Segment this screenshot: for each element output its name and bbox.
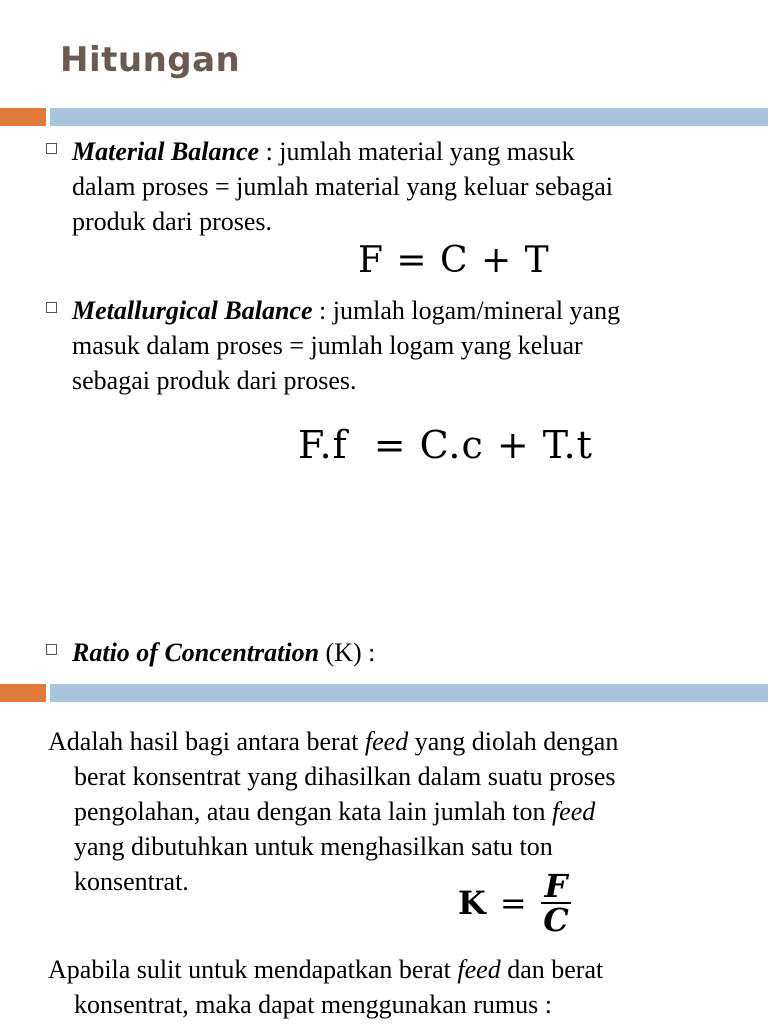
divider-orange-segment: [0, 108, 46, 126]
paragraph-text: pengolahan, atau dengan kata lain jumlah ton: [74, 797, 552, 826]
fraction-numerator: F: [541, 872, 572, 904]
fraction: [541, 867, 572, 939]
feed-term: feed: [551, 797, 596, 826]
divider-blue-segment: [50, 108, 768, 126]
paragraph-text: dan berat: [500, 955, 604, 984]
divider-orange-segment: [0, 684, 46, 702]
page-title: Hitungan: [60, 40, 241, 80]
bullet-term: Metallurgical Balance: [72, 296, 313, 325]
header-divider-bar: [0, 108, 768, 126]
paragraph-text: berat konsentrat yang dihasilkan dalam suatu proses: [74, 762, 616, 791]
bullet-text-line: masuk dalam proses = jumlah logam yang keluar: [72, 331, 583, 360]
paragraph-text: konsentrat, maka dapat menggunakan rumus :: [74, 990, 552, 1019]
formula-metallurgical-balance: F.f = C.c + T.t: [298, 423, 593, 467]
bullet-text-line: (K) :: [319, 638, 376, 667]
bullet-text-line: : jumlah material yang masuk: [259, 137, 575, 166]
bullet-ratio-of-concentration: [46, 635, 726, 670]
formula-equals: =: [499, 884, 527, 922]
bullet-text-line: dalam proses = jumlah material yang keluar sebagai: [72, 172, 613, 201]
feed-term: feed: [457, 955, 501, 984]
bullet-term: Ratio of Concentration: [72, 638, 320, 667]
square-bullet-icon: [46, 302, 57, 313]
divider-blue-segment: [50, 684, 768, 702]
square-bullet-icon: [46, 644, 57, 655]
fraction-denominator: C: [543, 901, 569, 939]
paragraph-text: Adalah hasil bagi antara berat: [48, 727, 365, 756]
paragraph-definition: [48, 724, 748, 899]
bullet-material-balance: [46, 134, 726, 239]
paragraph-text: yang dibutuhkan untuk menghasilkan satu ton: [74, 832, 553, 861]
paragraph-text: Apabila sulit untuk mendapatkan berat: [48, 955, 458, 984]
bullet-metallurgical-balance: [46, 293, 726, 398]
paragraph-text: yang diolah dengan: [408, 727, 619, 756]
paragraph-alternative: [48, 952, 748, 1022]
paragraph-text: konsentrat.: [74, 867, 189, 896]
feed-term: feed: [364, 727, 409, 756]
bullet-text-line: : jumlah logam/mineral yang: [312, 296, 621, 325]
bullet-term: Material Balance: [72, 137, 260, 166]
square-bullet-icon: [46, 143, 57, 154]
formula-material-balance: F = C + T: [358, 240, 550, 281]
section-divider-bar: [0, 684, 768, 702]
formula-ratio-k: [458, 868, 571, 938]
bullet-text-line: produk dari proses.: [72, 207, 273, 236]
bullet-text-line: sebagai produk dari proses.: [72, 366, 357, 395]
formula-k-symbol: K: [458, 884, 486, 922]
